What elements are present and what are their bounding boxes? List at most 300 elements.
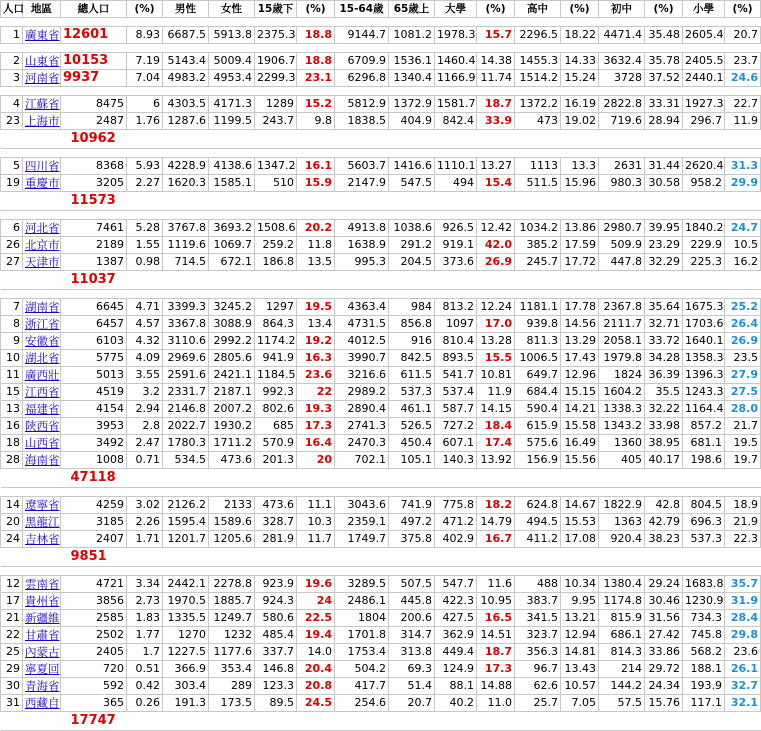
msp-cell: 42.8 [645, 497, 683, 514]
o65-cell: 611.5 [389, 367, 435, 384]
table-row [1, 452, 761, 469]
unip-cell: 15.5 [477, 350, 515, 367]
msp-cell: 29.72 [645, 661, 683, 678]
female-cell: 2805.6 [209, 350, 255, 367]
hsp-cell: 10.57 [561, 678, 599, 695]
region-link[interactable]: 天津市 [23, 254, 61, 271]
hs-cell: 1514.2 [515, 70, 561, 87]
u15p-cell: 13.4 [297, 316, 335, 333]
rank-cell: 10 [1, 350, 23, 367]
ps-cell: 958.2 [683, 175, 725, 192]
spacer-cell [209, 712, 761, 731]
ps-cell: 117.1 [683, 695, 725, 712]
u15p-cell: 11.1 [297, 497, 335, 514]
u15p-cell: 19.3 [297, 401, 335, 418]
female-cell: 1232 [209, 627, 255, 644]
hs-cell: 62.6 [515, 678, 561, 695]
region-link[interactable]: 四川省 [23, 158, 61, 175]
u15p-cell: 23.6 [297, 367, 335, 384]
uni-cell: 775.8 [435, 497, 477, 514]
psp-cell: 27.5 [725, 384, 761, 401]
rank-cell: 9 [1, 333, 23, 350]
male-cell: 366.9 [163, 661, 209, 678]
o65-cell: 105.1 [389, 452, 435, 469]
region-link[interactable]: 山西省 [23, 435, 61, 452]
total-population-cell: 3492 [61, 435, 127, 452]
u15-cell: 1174.2 [255, 333, 297, 350]
hsp-cell: 12.94 [561, 627, 599, 644]
unip-cell: 12.24 [477, 299, 515, 316]
unip-cell: 42.0 [477, 237, 515, 254]
pct-cell: 3.55 [127, 367, 163, 384]
unip-cell: 33.9 [477, 113, 515, 130]
uni-cell: 607.1 [435, 435, 477, 452]
region-link[interactable]: 海南省 [23, 452, 61, 469]
column-header: 人口 [1, 1, 23, 18]
table-row [1, 531, 761, 548]
pct-cell: 0.26 [127, 695, 163, 712]
table-row [1, 435, 761, 452]
u15p-cell: 20.2 [297, 220, 335, 237]
rank-cell: 13 [1, 401, 23, 418]
column-header: 總人口 [61, 1, 127, 18]
u15p-cell: 11.7 [297, 531, 335, 548]
pct-cell: 7.04 [127, 70, 163, 87]
uni-cell: 727.2 [435, 418, 477, 435]
pct-cell: 2.94 [127, 401, 163, 418]
pct-cell: 4.09 [127, 350, 163, 367]
ps-cell: 745.8 [683, 627, 725, 644]
hs-cell: 811.3 [515, 333, 561, 350]
ps-cell: 804.5 [683, 497, 725, 514]
table-row [1, 350, 761, 367]
ps-cell: 1675.3 [683, 299, 725, 316]
hsp-cell: 15.53 [561, 514, 599, 531]
a1564-cell: 3216.6 [335, 367, 389, 384]
a1564-cell: 1701.8 [335, 627, 389, 644]
hsp-cell: 14.67 [561, 497, 599, 514]
uni-cell: 1110.1 [435, 158, 477, 175]
ms-cell: 1824 [599, 367, 645, 384]
a1564-cell: 254.6 [335, 695, 389, 712]
msp-cell: 33.72 [645, 333, 683, 350]
region-link[interactable]: 安徽省 [23, 333, 61, 350]
spacer-cell [1, 548, 61, 567]
region-link[interactable]: 雲南省 [23, 576, 61, 593]
a1564-cell: 9144.7 [335, 27, 389, 44]
hs-cell: 624.8 [515, 497, 561, 514]
male-cell: 3110.6 [163, 333, 209, 350]
region-link[interactable]: 山東省 [23, 53, 61, 70]
uni-cell: 140.3 [435, 452, 477, 469]
female-cell: 672.1 [209, 254, 255, 271]
spacer-cell [209, 469, 761, 488]
group-total-value: 11037 [61, 271, 209, 290]
hs-cell: 494.5 [515, 514, 561, 531]
region-link[interactable]: 新疆維 [23, 610, 61, 627]
u15p-cell: 22.5 [297, 610, 335, 627]
group-spacer [1, 87, 761, 96]
u15-cell: 510 [255, 175, 297, 192]
hsp-cell: 15.58 [561, 418, 599, 435]
female-cell: 4171.3 [209, 96, 255, 113]
ms-cell: 1822.9 [599, 497, 645, 514]
column-header: (%) [725, 1, 761, 18]
a1564-cell: 6709.9 [335, 53, 389, 70]
a1564-cell: 2741.3 [335, 418, 389, 435]
hsp-cell: 12.96 [561, 367, 599, 384]
group-spacer [1, 149, 761, 158]
u15p-cell: 20.4 [297, 661, 335, 678]
u15p-cell: 24.5 [297, 695, 335, 712]
spacer-cell [1, 149, 761, 158]
ms-cell: 1338.3 [599, 401, 645, 418]
column-header: 高中 [515, 1, 561, 18]
table-row [1, 316, 761, 333]
unip-cell: 13.28 [477, 333, 515, 350]
hsp-cell: 17.59 [561, 237, 599, 254]
psp-cell: 23.6 [725, 644, 761, 661]
ms-cell: 2367.8 [599, 299, 645, 316]
male-cell: 3399.3 [163, 299, 209, 316]
male-cell: 1119.6 [163, 237, 209, 254]
table-row [1, 299, 761, 316]
u15p-cell: 18.8 [297, 53, 335, 70]
uni-cell: 926.5 [435, 220, 477, 237]
psp-cell: 24.7 [725, 220, 761, 237]
msp-cell: 32.71 [645, 316, 683, 333]
rank-cell: 3 [1, 70, 23, 87]
u15-cell: 1347.2 [255, 158, 297, 175]
ms-cell: 144.2 [599, 678, 645, 695]
pct-cell: 0.42 [127, 678, 163, 695]
u15p-cell: 24 [297, 593, 335, 610]
ps-cell: 225.3 [683, 254, 725, 271]
rank-cell: 28 [1, 452, 23, 469]
ms-cell: 920.4 [599, 531, 645, 548]
rank-cell: 30 [1, 678, 23, 695]
uni-cell: 494 [435, 175, 477, 192]
region-link[interactable]: 寧夏回 [23, 661, 61, 678]
total-population-cell: 9937 [61, 70, 127, 87]
uni-cell: 813.2 [435, 299, 477, 316]
spacer-cell [1, 130, 61, 149]
u15-cell: 802.6 [255, 401, 297, 418]
rank-cell: 4 [1, 96, 23, 113]
total-population-cell: 4259 [61, 497, 127, 514]
o65-cell: 1416.6 [389, 158, 435, 175]
male-cell: 2969.6 [163, 350, 209, 367]
hs-cell: 156.9 [515, 452, 561, 469]
a1564-cell: 4913.8 [335, 220, 389, 237]
uni-cell: 124.9 [435, 661, 477, 678]
u15-cell: 923.9 [255, 576, 297, 593]
hsp-cell: 14.56 [561, 316, 599, 333]
male-cell: 4303.5 [163, 96, 209, 113]
uni-cell: 40.2 [435, 695, 477, 712]
uni-cell: 547.7 [435, 576, 477, 593]
u15p-cell: 23.1 [297, 70, 335, 87]
pct-cell: 1.55 [127, 237, 163, 254]
hs-cell: 2296.5 [515, 27, 561, 44]
o65-cell: 204.5 [389, 254, 435, 271]
pct-cell: 4.32 [127, 333, 163, 350]
uni-cell: 362.9 [435, 627, 477, 644]
header-row [1, 1, 761, 18]
hs-cell: 488 [515, 576, 561, 593]
region-link[interactable]: 西藏自 [23, 695, 61, 712]
a1564-cell: 4731.5 [335, 316, 389, 333]
psp-cell: 29.8 [725, 627, 761, 644]
o65-cell: 314.7 [389, 627, 435, 644]
table-row [1, 53, 761, 70]
region-link[interactable]: 湖北省 [23, 350, 61, 367]
pct-cell: 0.98 [127, 254, 163, 271]
uni-cell: 402.9 [435, 531, 477, 548]
column-header: (%) [127, 1, 163, 18]
group-total-row [1, 469, 761, 488]
region-link[interactable]: 青海省 [23, 678, 61, 695]
region-link[interactable]: 貴州省 [23, 593, 61, 610]
table-row [1, 237, 761, 254]
psp-cell: 28.4 [725, 610, 761, 627]
o65-cell: 526.5 [389, 418, 435, 435]
a1564-cell: 504.2 [335, 661, 389, 678]
female-cell: 2278.8 [209, 576, 255, 593]
unip-cell: 16.5 [477, 610, 515, 627]
o65-cell: 69.3 [389, 661, 435, 678]
msp-cell: 31.44 [645, 158, 683, 175]
pct-cell: 3.02 [127, 497, 163, 514]
female-cell: 1589.6 [209, 514, 255, 531]
table-row [1, 610, 761, 627]
hsp-cell: 16.49 [561, 435, 599, 452]
u15p-cell: 18.8 [297, 27, 335, 44]
region-link[interactable]: 浙江省 [23, 316, 61, 333]
msp-cell: 29.24 [645, 576, 683, 593]
region-link[interactable]: 黑龍江 [23, 514, 61, 531]
o65-cell: 404.9 [389, 113, 435, 130]
female-cell: 353.4 [209, 661, 255, 678]
table-row [1, 644, 761, 661]
hsp-cell: 15.24 [561, 70, 599, 87]
total-population-cell: 6457 [61, 316, 127, 333]
region-link[interactable]: 遼寧省 [23, 497, 61, 514]
psp-cell: 19.5 [725, 435, 761, 452]
rank-cell: 17 [1, 593, 23, 610]
female-cell: 1205.6 [209, 531, 255, 548]
ms-cell: 57.5 [599, 695, 645, 712]
table-row [1, 695, 761, 712]
group-total-value: 17747 [61, 712, 209, 731]
total-population-cell: 3856 [61, 593, 127, 610]
a1564-cell: 5812.9 [335, 96, 389, 113]
u15p-cell: 17.3 [297, 418, 335, 435]
u15-cell: 1297 [255, 299, 297, 316]
hs-cell: 411.2 [515, 531, 561, 548]
group-spacer [1, 211, 761, 220]
rank-cell: 31 [1, 695, 23, 712]
unip-cell: 14.88 [477, 678, 515, 695]
rank-cell: 18 [1, 435, 23, 452]
u15p-cell: 13.5 [297, 254, 335, 271]
pct-cell: 3.2 [127, 384, 163, 401]
group-total-row [1, 548, 761, 567]
ps-cell: 1164.4 [683, 401, 725, 418]
ps-cell: 1358.3 [683, 350, 725, 367]
u15p-cell: 10.3 [297, 514, 335, 531]
male-cell: 2591.6 [163, 367, 209, 384]
pct-cell: 5.93 [127, 158, 163, 175]
male-cell: 2442.1 [163, 576, 209, 593]
o65-cell: 445.8 [389, 593, 435, 610]
table-body [1, 1, 761, 731]
total-population-cell: 1387 [61, 254, 127, 271]
u15p-cell: 20.8 [297, 678, 335, 695]
psp-cell: 32.7 [725, 678, 761, 695]
o65-cell: 291.2 [389, 237, 435, 254]
psp-cell: 25.2 [725, 299, 761, 316]
column-header: 女性 [209, 1, 255, 18]
ms-cell: 815.9 [599, 610, 645, 627]
o65-cell: 375.8 [389, 531, 435, 548]
table-row [1, 367, 761, 384]
unip-cell: 10.81 [477, 367, 515, 384]
a1564-cell: 702.1 [335, 452, 389, 469]
msp-cell: 31.56 [645, 610, 683, 627]
region-link[interactable]: 甘肅省 [23, 627, 61, 644]
unip-cell: 11.6 [477, 576, 515, 593]
rank-cell: 22 [1, 627, 23, 644]
region-link[interactable]: 江蘇省 [23, 96, 61, 113]
region-link[interactable]: 上海市 [23, 113, 61, 130]
male-cell: 714.5 [163, 254, 209, 271]
table-row [1, 384, 761, 401]
msp-cell: 34.28 [645, 350, 683, 367]
column-header: 大學 [435, 1, 477, 18]
ps-cell: 2605.4 [683, 27, 725, 44]
msp-cell: 33.31 [645, 96, 683, 113]
female-cell: 1711.2 [209, 435, 255, 452]
group-total-row [1, 192, 761, 211]
ps-cell: 696.3 [683, 514, 725, 531]
region-link[interactable]: 重慶市 [23, 175, 61, 192]
region-link[interactable]: 廣西壯 [23, 367, 61, 384]
female-cell: 1249.7 [209, 610, 255, 627]
hsp-cell: 13.29 [561, 333, 599, 350]
table-row [1, 678, 761, 695]
unip-cell: 11.9 [477, 384, 515, 401]
region-link[interactable]: 陝西省 [23, 418, 61, 435]
total-population-cell: 3185 [61, 514, 127, 531]
region-link[interactable]: 吉林省 [23, 531, 61, 548]
male-cell: 4228.9 [163, 158, 209, 175]
uni-cell: 422.3 [435, 593, 477, 610]
total-population-cell: 4519 [61, 384, 127, 401]
ps-cell: 1230.9 [683, 593, 725, 610]
unip-cell: 17.3 [477, 661, 515, 678]
u15-cell: 201.3 [255, 452, 297, 469]
total-population-cell: 4154 [61, 401, 127, 418]
male-cell: 1270 [163, 627, 209, 644]
region-link[interactable]: 湖南省 [23, 299, 61, 316]
column-header: 65歲上 [389, 1, 435, 18]
spacer-cell [1, 290, 761, 299]
hsp-cell: 18.22 [561, 27, 599, 44]
ps-cell: 1640.1 [683, 333, 725, 350]
o65-cell: 461.1 [389, 401, 435, 418]
group-total-row [1, 271, 761, 290]
ms-cell: 1363 [599, 514, 645, 531]
hsp-cell: 17.43 [561, 350, 599, 367]
msp-cell: 30.46 [645, 593, 683, 610]
a1564-cell: 3990.7 [335, 350, 389, 367]
region-link[interactable]: 內蒙古 [23, 644, 61, 661]
region-link[interactable]: 福建省 [23, 401, 61, 418]
ms-cell: 686.1 [599, 627, 645, 644]
psp-cell: 32.1 [725, 695, 761, 712]
o65-cell: 842.5 [389, 350, 435, 367]
hs-cell: 590.4 [515, 401, 561, 418]
rank-cell: 11 [1, 367, 23, 384]
male-cell: 2331.7 [163, 384, 209, 401]
male-cell: 303.4 [163, 678, 209, 695]
table-row [1, 96, 761, 113]
a1564-cell: 2359.1 [335, 514, 389, 531]
rank-cell: 19 [1, 175, 23, 192]
group-total-value: 9851 [61, 548, 209, 567]
male-cell: 2126.2 [163, 497, 209, 514]
ps-cell: 734.3 [683, 610, 725, 627]
unip-cell: 17.4 [477, 435, 515, 452]
pct-cell: 2.47 [127, 435, 163, 452]
uni-cell: 541.7 [435, 367, 477, 384]
ps-cell: 1703.6 [683, 316, 725, 333]
o65-cell: 741.9 [389, 497, 435, 514]
male-cell: 2022.7 [163, 418, 209, 435]
rank-cell: 26 [1, 237, 23, 254]
o65-cell: 450.4 [389, 435, 435, 452]
u15-cell: 924.3 [255, 593, 297, 610]
region-link[interactable]: 北京市 [23, 237, 61, 254]
pct-cell: 2.26 [127, 514, 163, 531]
female-cell: 1199.5 [209, 113, 255, 130]
ps-cell: 296.7 [683, 113, 725, 130]
region-link[interactable]: 廣東省 [23, 27, 61, 44]
uni-cell: 427.5 [435, 610, 477, 627]
column-header: 小學 [683, 1, 725, 18]
a1564-cell: 2486.1 [335, 593, 389, 610]
o65-cell: 1038.6 [389, 220, 435, 237]
female-cell: 2133 [209, 497, 255, 514]
male-cell: 1227.5 [163, 644, 209, 661]
hsp-cell: 15.96 [561, 175, 599, 192]
female-cell: 3693.2 [209, 220, 255, 237]
rank-cell: 20 [1, 514, 23, 531]
o65-cell: 200.6 [389, 610, 435, 627]
region-link[interactable]: 河南省 [23, 70, 61, 87]
msp-cell: 32.29 [645, 254, 683, 271]
region-link[interactable]: 江西省 [23, 384, 61, 401]
u15-cell: 328.7 [255, 514, 297, 531]
ms-cell: 2058.1 [599, 333, 645, 350]
male-cell: 1595.4 [163, 514, 209, 531]
hs-cell: 356.3 [515, 644, 561, 661]
hsp-cell: 13.43 [561, 661, 599, 678]
region-link[interactable]: 河北省 [23, 220, 61, 237]
female-cell: 289 [209, 678, 255, 695]
hsp-cell: 16.19 [561, 96, 599, 113]
